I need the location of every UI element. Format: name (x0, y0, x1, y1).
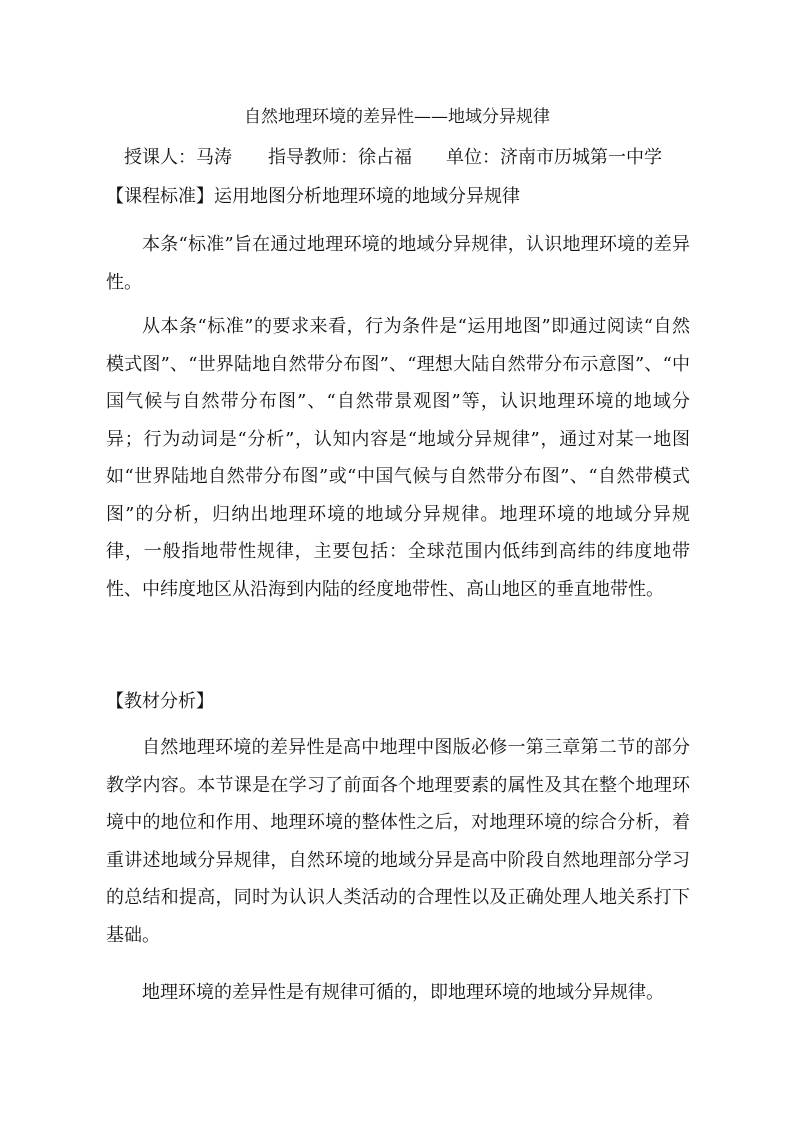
analysis-paragraph-2: 地理环境的差异性是有规律可循的，即地理环境的地域分异规律。 (142, 982, 664, 1003)
teacher-info: 授课人：马涛 (124, 147, 232, 168)
standard-paragraph-2: 从本条“标准”的要求来看，行为条件是“运用地图”即通过阅读“自然模式图”、“世界陆地自然带分布图”、“理想大陆自然带分布示意图”、“中国气候与自然带分布图”、“自然带景观图”等，认识地理环境的地域分异；行为动词是“分析”，认知内容是“地域分异规律”，通过对某一地图如“世界陆地自然带分布图”或“中国气候与自然带分布图”、“自然带模式图”的分析，归纳出地理环境的地域分异规律。地理环境的地域分异规律，一般指地带性规律，主要包括：全球范围内低纬到高纬的纬度地带性、中纬度地区从沿海到内陆的经度地带性、高山地区的垂直地带性。 (106, 316, 690, 600)
course-standard-heading: 【课程标准】运用地图分析地理环境的地域分异规律 (106, 186, 520, 207)
school-info: 单位：济南市历城第一中学 (446, 147, 662, 168)
advisor-info: 指导教师：徐占福 (268, 147, 412, 168)
textbook-analysis-heading: 【教材分析】 (106, 691, 214, 712)
standard-paragraph-1: 本条“标准”旨在通过地理环境的地域分异规律，认识地理环境的差异性。 (106, 234, 690, 293)
document-title: 自然地理环境的差异性——地域分异规律 (244, 107, 550, 127)
analysis-paragraph-1: 自然地理环境的差异性是高中地理中图版必修一第三章第二节的部分教学内容。本节课是在学习了前面各个地理要素的属性及其在整个地理环境中的地位和作用、地理环境的整体性之后，对地理环境的综合分析，着重讲述地域分异规律，自然环境的地域分异是高中阶段自然地理部分学习的总结和提高，同时为认识人类活动的合理性以及正确处理人地关系打下基础。 (106, 737, 690, 946)
